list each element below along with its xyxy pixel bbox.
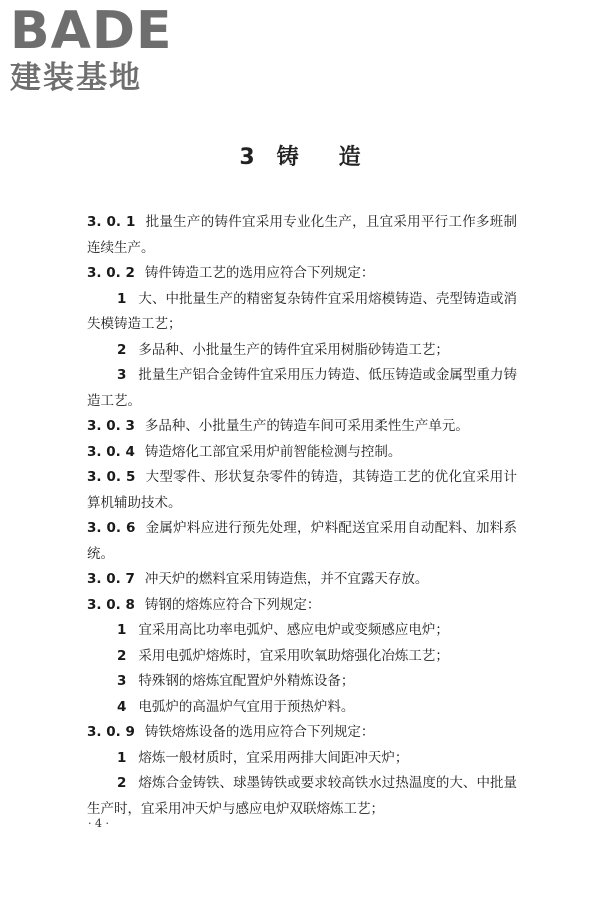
clause-3-0-7 xyxy=(87,567,517,593)
clause-text: 多品种、小批量生产的铸造车间可采用柔性生产单元。 xyxy=(144,418,469,434)
page-number: · 4 · xyxy=(88,817,109,830)
clause-3-0-6 xyxy=(87,516,517,567)
chapter-title xyxy=(0,140,600,171)
item-number: 1 xyxy=(117,622,127,638)
item-number: 2 xyxy=(117,647,127,664)
clause-text: 铸铁熔炼设备的选用应符合下列规定： xyxy=(144,724,375,740)
item-number: 3 xyxy=(117,673,127,689)
item-number: 1 xyxy=(117,749,127,766)
list-item xyxy=(87,363,517,414)
item-text: 采用电弧炉熔炼时，宜采用吹氧助熔强化冶炼工艺； xyxy=(138,647,449,664)
clause-text: 大型零件、形状复杂零件的铸造，其铸造工艺的优化宜采用计算机辅助技术。 xyxy=(87,469,518,511)
item-text: 批量生产铝合金铸件宜采用压力铸造、低压铸造或金属型重力铸造工艺。 xyxy=(87,367,517,409)
clause-number: 3. 0. 1 xyxy=(87,214,136,230)
list-item xyxy=(87,669,517,695)
item-text: 电弧炉的高温炉气宜用于预热炉料。 xyxy=(138,698,355,715)
clause-number: 3. 0. 6 xyxy=(87,520,136,536)
clause-3-0-4 xyxy=(87,440,517,466)
item-text: 特殊钢的熔炼宜配置炉外精炼设备； xyxy=(138,673,355,689)
chapter-title-part2: 造 xyxy=(338,145,361,170)
list-item xyxy=(87,618,517,644)
item-number: 3 xyxy=(117,367,127,383)
item-number: 2 xyxy=(117,341,127,358)
chapter-title-part1: 铸 xyxy=(276,145,299,170)
list-item xyxy=(87,338,517,364)
clause-3-0-5 xyxy=(87,465,517,516)
item-text: 熔炼合金铸铁、球墨铸铁或要求较高铁水过热温度的大、中批量生产时，宜采用冲天炉与感应电炉双联熔炼工艺； xyxy=(87,775,517,817)
clause-text: 铸件铸造工艺的选用应符合下列规定： xyxy=(144,265,375,281)
list-item xyxy=(87,746,517,772)
clause-text: 铸造熔化工部宜采用炉前智能检测与控制。 xyxy=(144,443,402,460)
clause-number: 3. 0. 4 xyxy=(87,443,135,460)
clause-number: 3. 0. 9 xyxy=(87,724,135,740)
clause-number: 3. 0. 2 xyxy=(87,265,135,281)
clause-text: 批量生产的铸件宜采用专业化生产，且宜采用平行工作多班制连续生产。 xyxy=(87,214,518,256)
list-item xyxy=(87,695,517,721)
clause-text: 铸钢的熔炼应符合下列规定： xyxy=(144,596,321,613)
chapter-number: 3 xyxy=(239,145,255,170)
clause-number: 3. 0. 7 xyxy=(87,571,135,587)
list-item xyxy=(87,644,517,670)
logo-subtitle: 建装基地 xyxy=(10,60,142,96)
clause-text: 冲天炉的燃料宜采用铸造焦，并不宜露天存放。 xyxy=(144,571,429,587)
clause-number: 3. 0. 5 xyxy=(87,469,136,485)
item-text: 熔炼一般材质时，宜采用两排大间距冲天炉； xyxy=(138,749,409,766)
item-number: 4 xyxy=(117,698,127,715)
clause-text: 金属炉料应进行预先处理，炉料配送宜采用自动配料、加料系统。 xyxy=(87,520,518,562)
clause-number: 3. 0. 3 xyxy=(87,418,135,434)
item-text: 宜采用高比功率电弧炉、感应电炉或变频感应电炉； xyxy=(138,622,449,638)
clause-3-0-9 xyxy=(87,720,517,746)
item-text: 多品种、小批量生产的铸件宜采用树脂砂铸造工艺； xyxy=(138,341,449,358)
list-item xyxy=(87,287,517,338)
clause-number: 3. 0. 8 xyxy=(87,596,135,613)
item-number: 2 xyxy=(117,775,127,791)
document-body xyxy=(87,210,517,822)
clause-3-0-8 xyxy=(87,593,517,619)
item-number: 1 xyxy=(117,290,127,307)
clause-3-0-3 xyxy=(87,414,517,440)
list-item xyxy=(87,771,517,822)
clause-3-0-2 xyxy=(87,261,517,287)
logo-mark: BADE xyxy=(10,1,173,61)
clause-3-0-1 xyxy=(87,210,517,261)
brand-logo xyxy=(10,1,180,96)
item-text: 大、中批量生产的精密复杂铸件宜采用熔模铸造、壳型铸造或消失模铸造工艺； xyxy=(87,290,517,332)
